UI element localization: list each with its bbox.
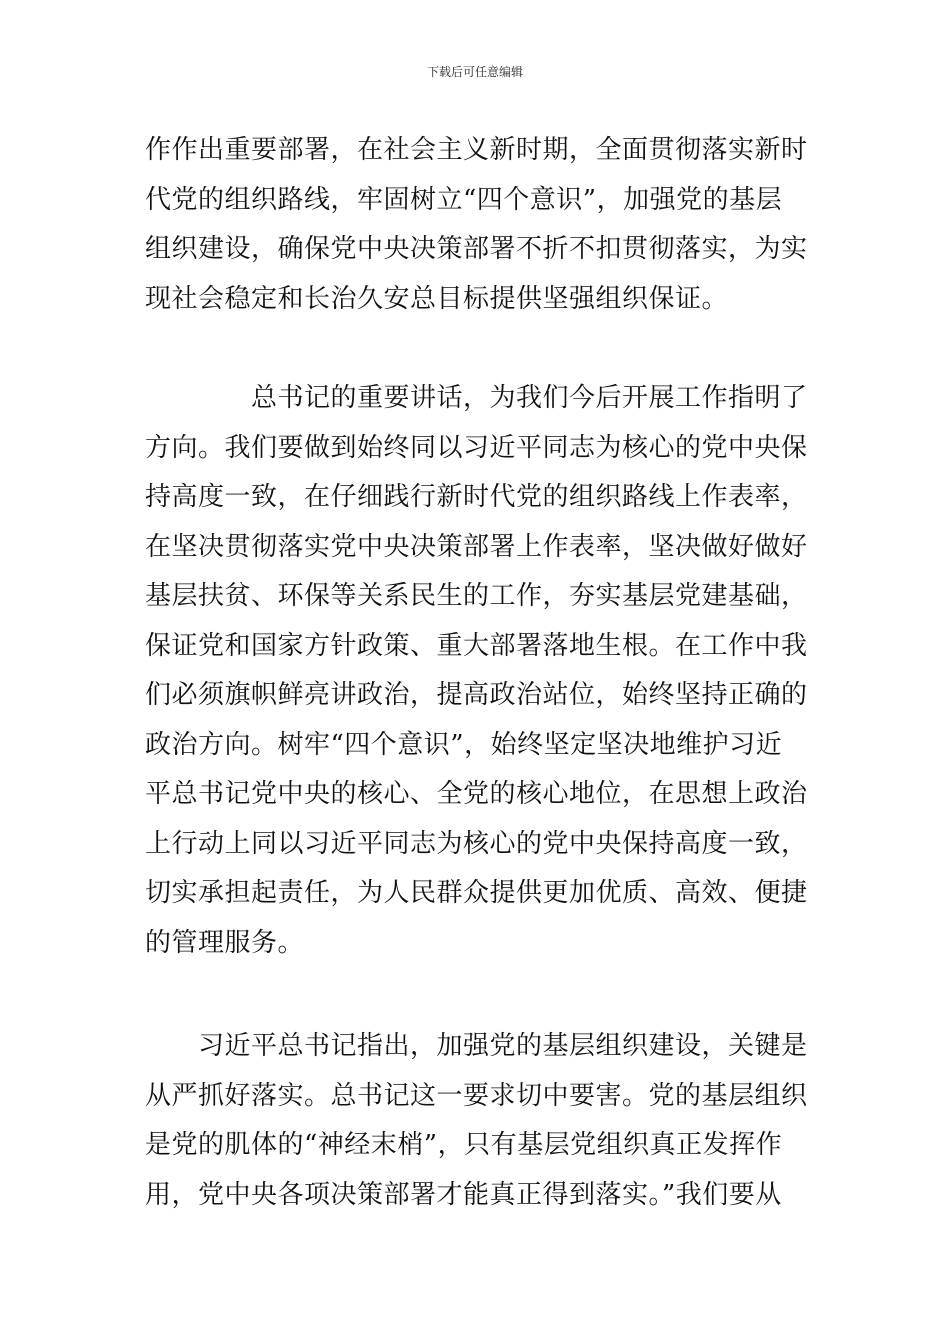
text-line: 保证党和国家方针政策、重大部署落地生根。在工作中我 [145,630,808,661]
text-line: 总书记的重要讲话，为我们今后开展工作指明了 [145,383,808,413]
text-line: 基层扶贫、环保等关系民生的工作，夯实基层党建基础， [145,581,808,611]
text-line: 从严抓好落实。总书记这一要求切中要害。党的基层组织 [145,1080,808,1111]
text-line: 们必须旗帜鲜亮讲政治，提高政治站位，始终坚持正确的 [145,680,808,710]
text-line: 代党的组织路线，牢固树立“四个意识”，加强党的基层 [145,184,783,215]
text-line: 是党的肌体的“神经末梢”，只有基层党组织真正发挥作 [145,1130,783,1160]
text-line: 上行动上同以习近平同志为核心的党中央保持高度一致， [145,828,808,859]
text-line: 习近平总书记指出，加强党的基层组织建设，关键是 [145,1031,808,1061]
paragraph-1 [145,126,810,324]
text-line: 组织建设，确保党中央决策部署不折不扣贯彻落实，为实 [145,234,808,264]
text-line: 平总书记党中央的核心、全党的核心地位，在思想上政治 [145,779,808,809]
text-line: 方向。我们要做到始终同以习近平同志为核心的党中央保 [145,432,808,463]
text-line: 政治方向。树牢“四个意识”，始终坚定坚决地维护习近 [145,729,783,760]
text-line: 切实承担起责任，为人民群众提供更加优质、高效、便捷 [145,878,808,908]
text-line: 持高度一致，在仔细践行新时代党的组织路线上作表率， [145,482,808,512]
text-line: 的管理服务。 [145,927,305,958]
page-header: 下载后可任意编辑 [426,65,523,79]
paragraph-2 [145,374,810,968]
text-line: 现社会稳定和长治久安总目标提供坚强组织保证。 [145,283,729,314]
text-line: 用，党中央各项决策部署才能真正得到落实。”我们要从 [145,1179,782,1210]
paragraph-3 [145,1022,810,1220]
text-line: 作作出重要部署，在社会主义新时期，全面贯彻落实新时 [145,135,808,165]
text-line: 在坚决贯彻落实党中央决策部署上作表率，坚决做好做好 [145,531,808,562]
